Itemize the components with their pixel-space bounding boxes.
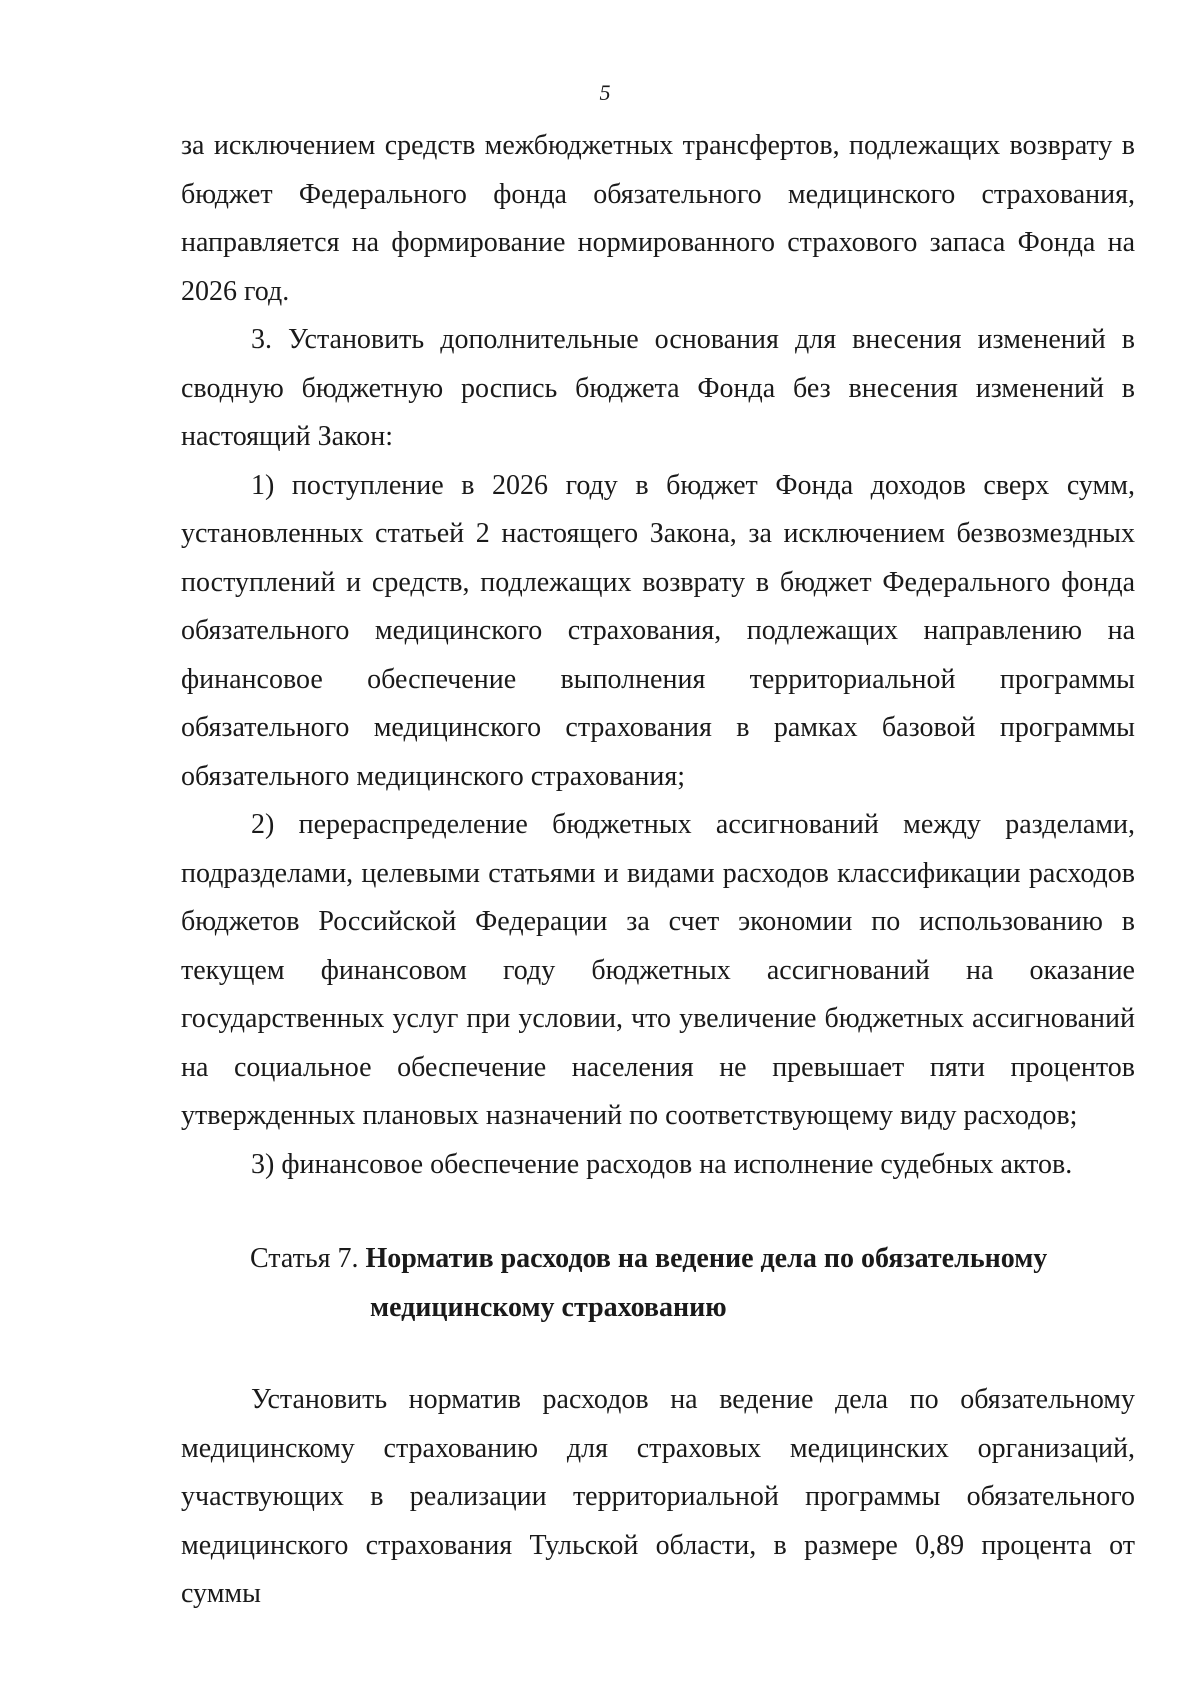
list-item: 1) поступление в 2026 году в бюджет Фонда доходов сверх сумм, установленных статьей 2 настоящего Закона, за исключением безвозмездных поступлений и средств, подлежащих возврату в бюджет Федерального фонда обязательного медицинского страхования, подлежащих направлению на финансовое обеспечение выполнения территориальной программы обязательного медицинского страхования в рамках базовой программы обязательного медицинского страхования; <box>181 469 1135 792</box>
list-item: 2) перераспределение бюджетных ассигнований между разделами, подразделами, целевыми статьями и видами расходов классификации расходов бюджетов Российской Федерации за счет экономии по использованию в текущем финансовом году бюджетных ассигнований на оказание государственных услуг при условии, что увеличение бюджетных ассигнований на социальное обеспечение населения не превышает пяти процентов утвержденных плановых назначений по соответствующему виду расходов; <box>181 809 1135 1131</box>
paragraph: за исключением средств межбюджетных трансфертов, подлежащих возврату в бюджет Федерального фонда обязательного медицинского страхования, направляется на формирование нормированного страхового запаса Фонда на 2026 год. <box>181 130 1135 307</box>
article-number: Статья 7. <box>250 1243 359 1274</box>
page-number: 5 <box>599 80 611 105</box>
article-title-line1: Норматив расходов на ведение дела по обязательному <box>365 1243 1048 1274</box>
body-text-bottom <box>181 1376 1135 1619</box>
article-heading <box>250 1235 1130 1332</box>
paragraph: 3. Установить дополнительные основания для внесения изменений в сводную бюджетную роспись бюджета Фонда без внесения изменений в настоящий Закон: <box>181 324 1135 452</box>
paragraph: Установить норматив расходов на ведение дела по обязательному медицинскому страхованию для страховых медицинских организаций, участвующих в реализации территориальной программы обязательного медицинского страхования Тульской области, в размере 0,89 процента от суммы <box>181 1384 1135 1609</box>
article-title-line2: медицинскому страхованию <box>370 1291 727 1323</box>
list-item: 3) финансовое обеспечение расходов на исполнение судебных актов. <box>251 1148 1073 1180</box>
body-text-top <box>181 122 1135 1189</box>
